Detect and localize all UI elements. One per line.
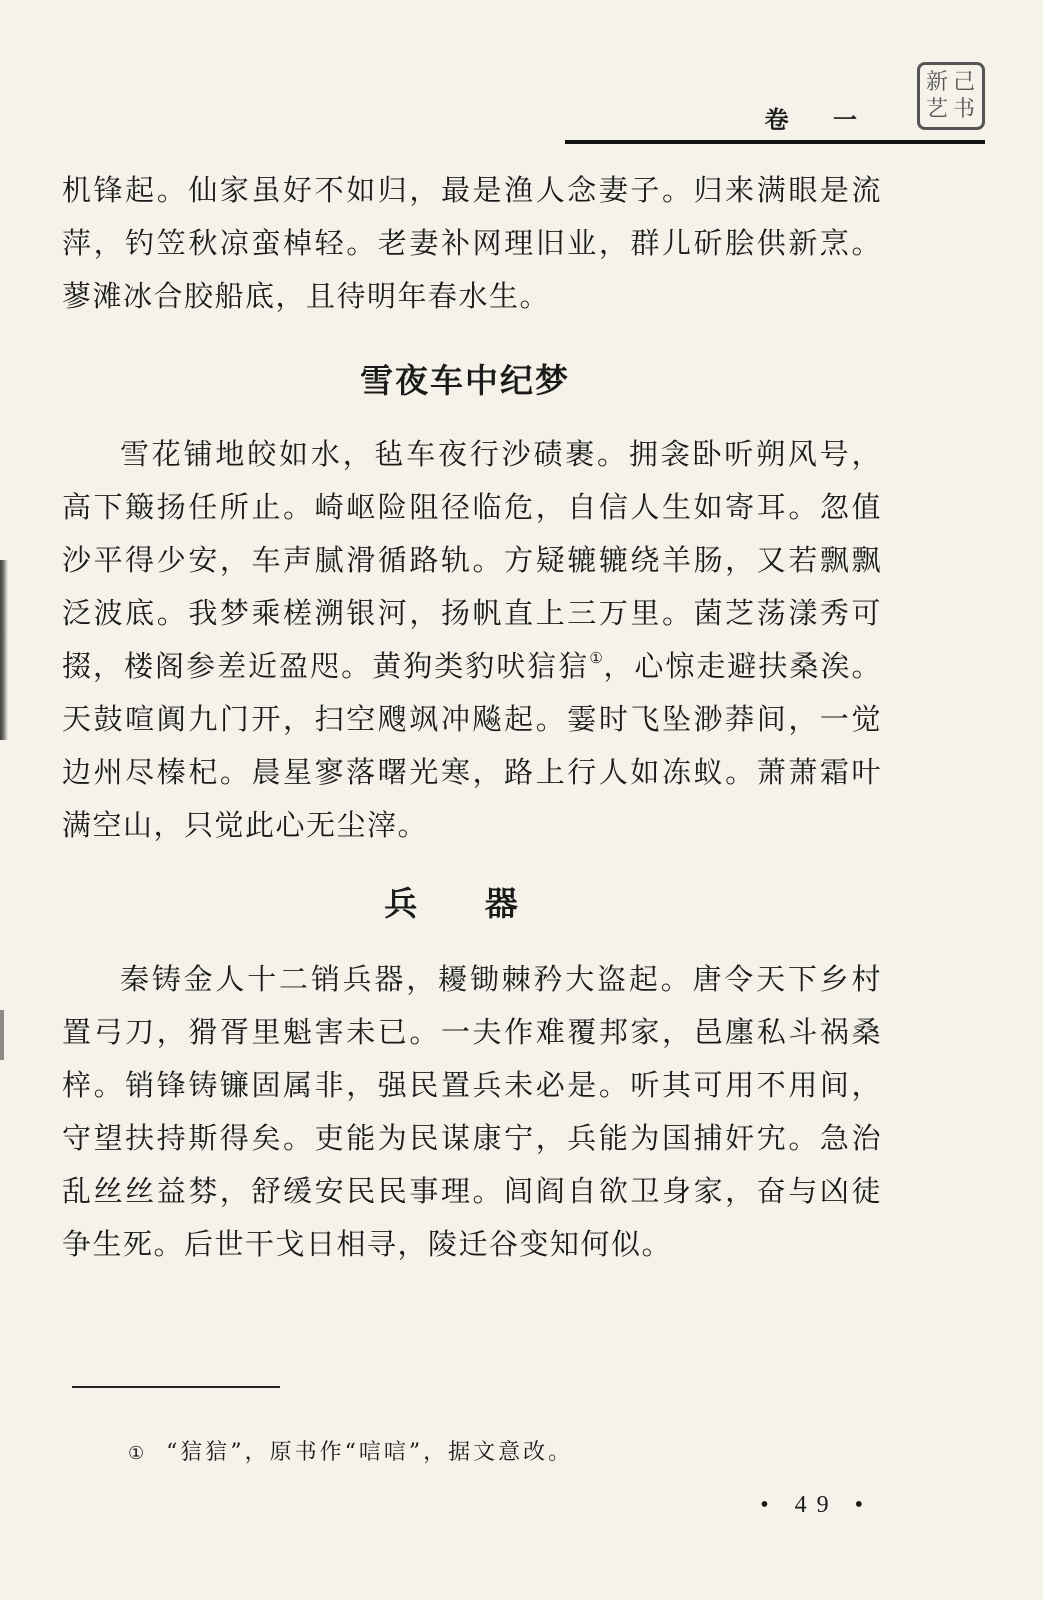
seal-char: 书 bbox=[952, 96, 976, 122]
header-rule bbox=[565, 140, 985, 144]
poem-text-part: 雪花铺地皎如水，毡车夜行沙碛裹。拥衾卧听朔风号，高下簸扬任所止。崎岖险阻径临危，自信人生如寄耳。忽值沙平得少安，车声腻滑循路轨。方疑辘辘绕羊肠，又若飘飘泛波底。我梦乘槎溯银河，扬帆直上三万里。菌芝荡漾秀可掇，楼阁参差近盈咫。黄狗类豹吠狺狺 bbox=[62, 437, 882, 683]
paragraph-text: 机锋起。仙家虽好不如归，最是渔人念妻子。归来满眼是流萍，钓笠秋凉蛮棹轻。老妻补网理旧业，群儿斫脍供新烹。蓼滩冰合胶船底，且待明年春水生。 bbox=[62, 173, 882, 313]
section-title-weapons: 兵 器 bbox=[384, 884, 546, 923]
page-edge-mark bbox=[0, 1010, 4, 1060]
poem-weapons bbox=[62, 953, 882, 1271]
page-edge-shadow bbox=[0, 560, 8, 740]
paragraph-text bbox=[62, 428, 882, 852]
footnote-reference[interactable]: ① bbox=[589, 649, 604, 667]
footnote-mark: ① bbox=[128, 1443, 145, 1464]
poem-text-part: ，心惊走避扶桑涘。天鼓喧阗九门开，扫空飕飒冲飚起。霎时飞坠渺莽间，一觉边州尽榛杞。晨星寥落曙光寒，路上行人如冻蚁。萧萧霜叶满空山，只觉此心无尘滓。 bbox=[62, 649, 882, 842]
footnote bbox=[128, 1435, 573, 1466]
seal-char: 新 bbox=[925, 69, 949, 95]
footnote-text: “狺狺”，原书作“唁唁”，据文意改。 bbox=[166, 1440, 574, 1465]
poem-snow-night bbox=[62, 428, 882, 852]
page-number: • 49 • bbox=[760, 1492, 873, 1518]
seal-char: 己 bbox=[952, 69, 976, 95]
section-title-snow-night: 雪夜车中纪梦 bbox=[360, 361, 570, 400]
footnote-rule bbox=[72, 1386, 280, 1388]
seal-char: 艺 bbox=[925, 96, 949, 122]
paragraph-text: 秦铸金人十二销兵器，耰锄棘矜大盗起。唐令天下乡村置弓刀，猾胥里魁害未已。一夫作难覆邦家，邑廛私斗祸桑梓。销锋铸镰固属非，强民置兵未必是。听其可用不用间，守望扶持斯得矣。吏能为民谋康宁，兵能为国捕奸宄。急治乱丝丝益棼，舒缓安民民事理。闾阎自欲卫身家，奋与凶徒争生死。后世干戈日相寻，陵迁谷变知何似。 bbox=[62, 962, 882, 1261]
continuation-paragraph bbox=[62, 164, 882, 323]
seal-stamp bbox=[917, 62, 985, 130]
running-title: 卷 一 bbox=[764, 105, 875, 134]
